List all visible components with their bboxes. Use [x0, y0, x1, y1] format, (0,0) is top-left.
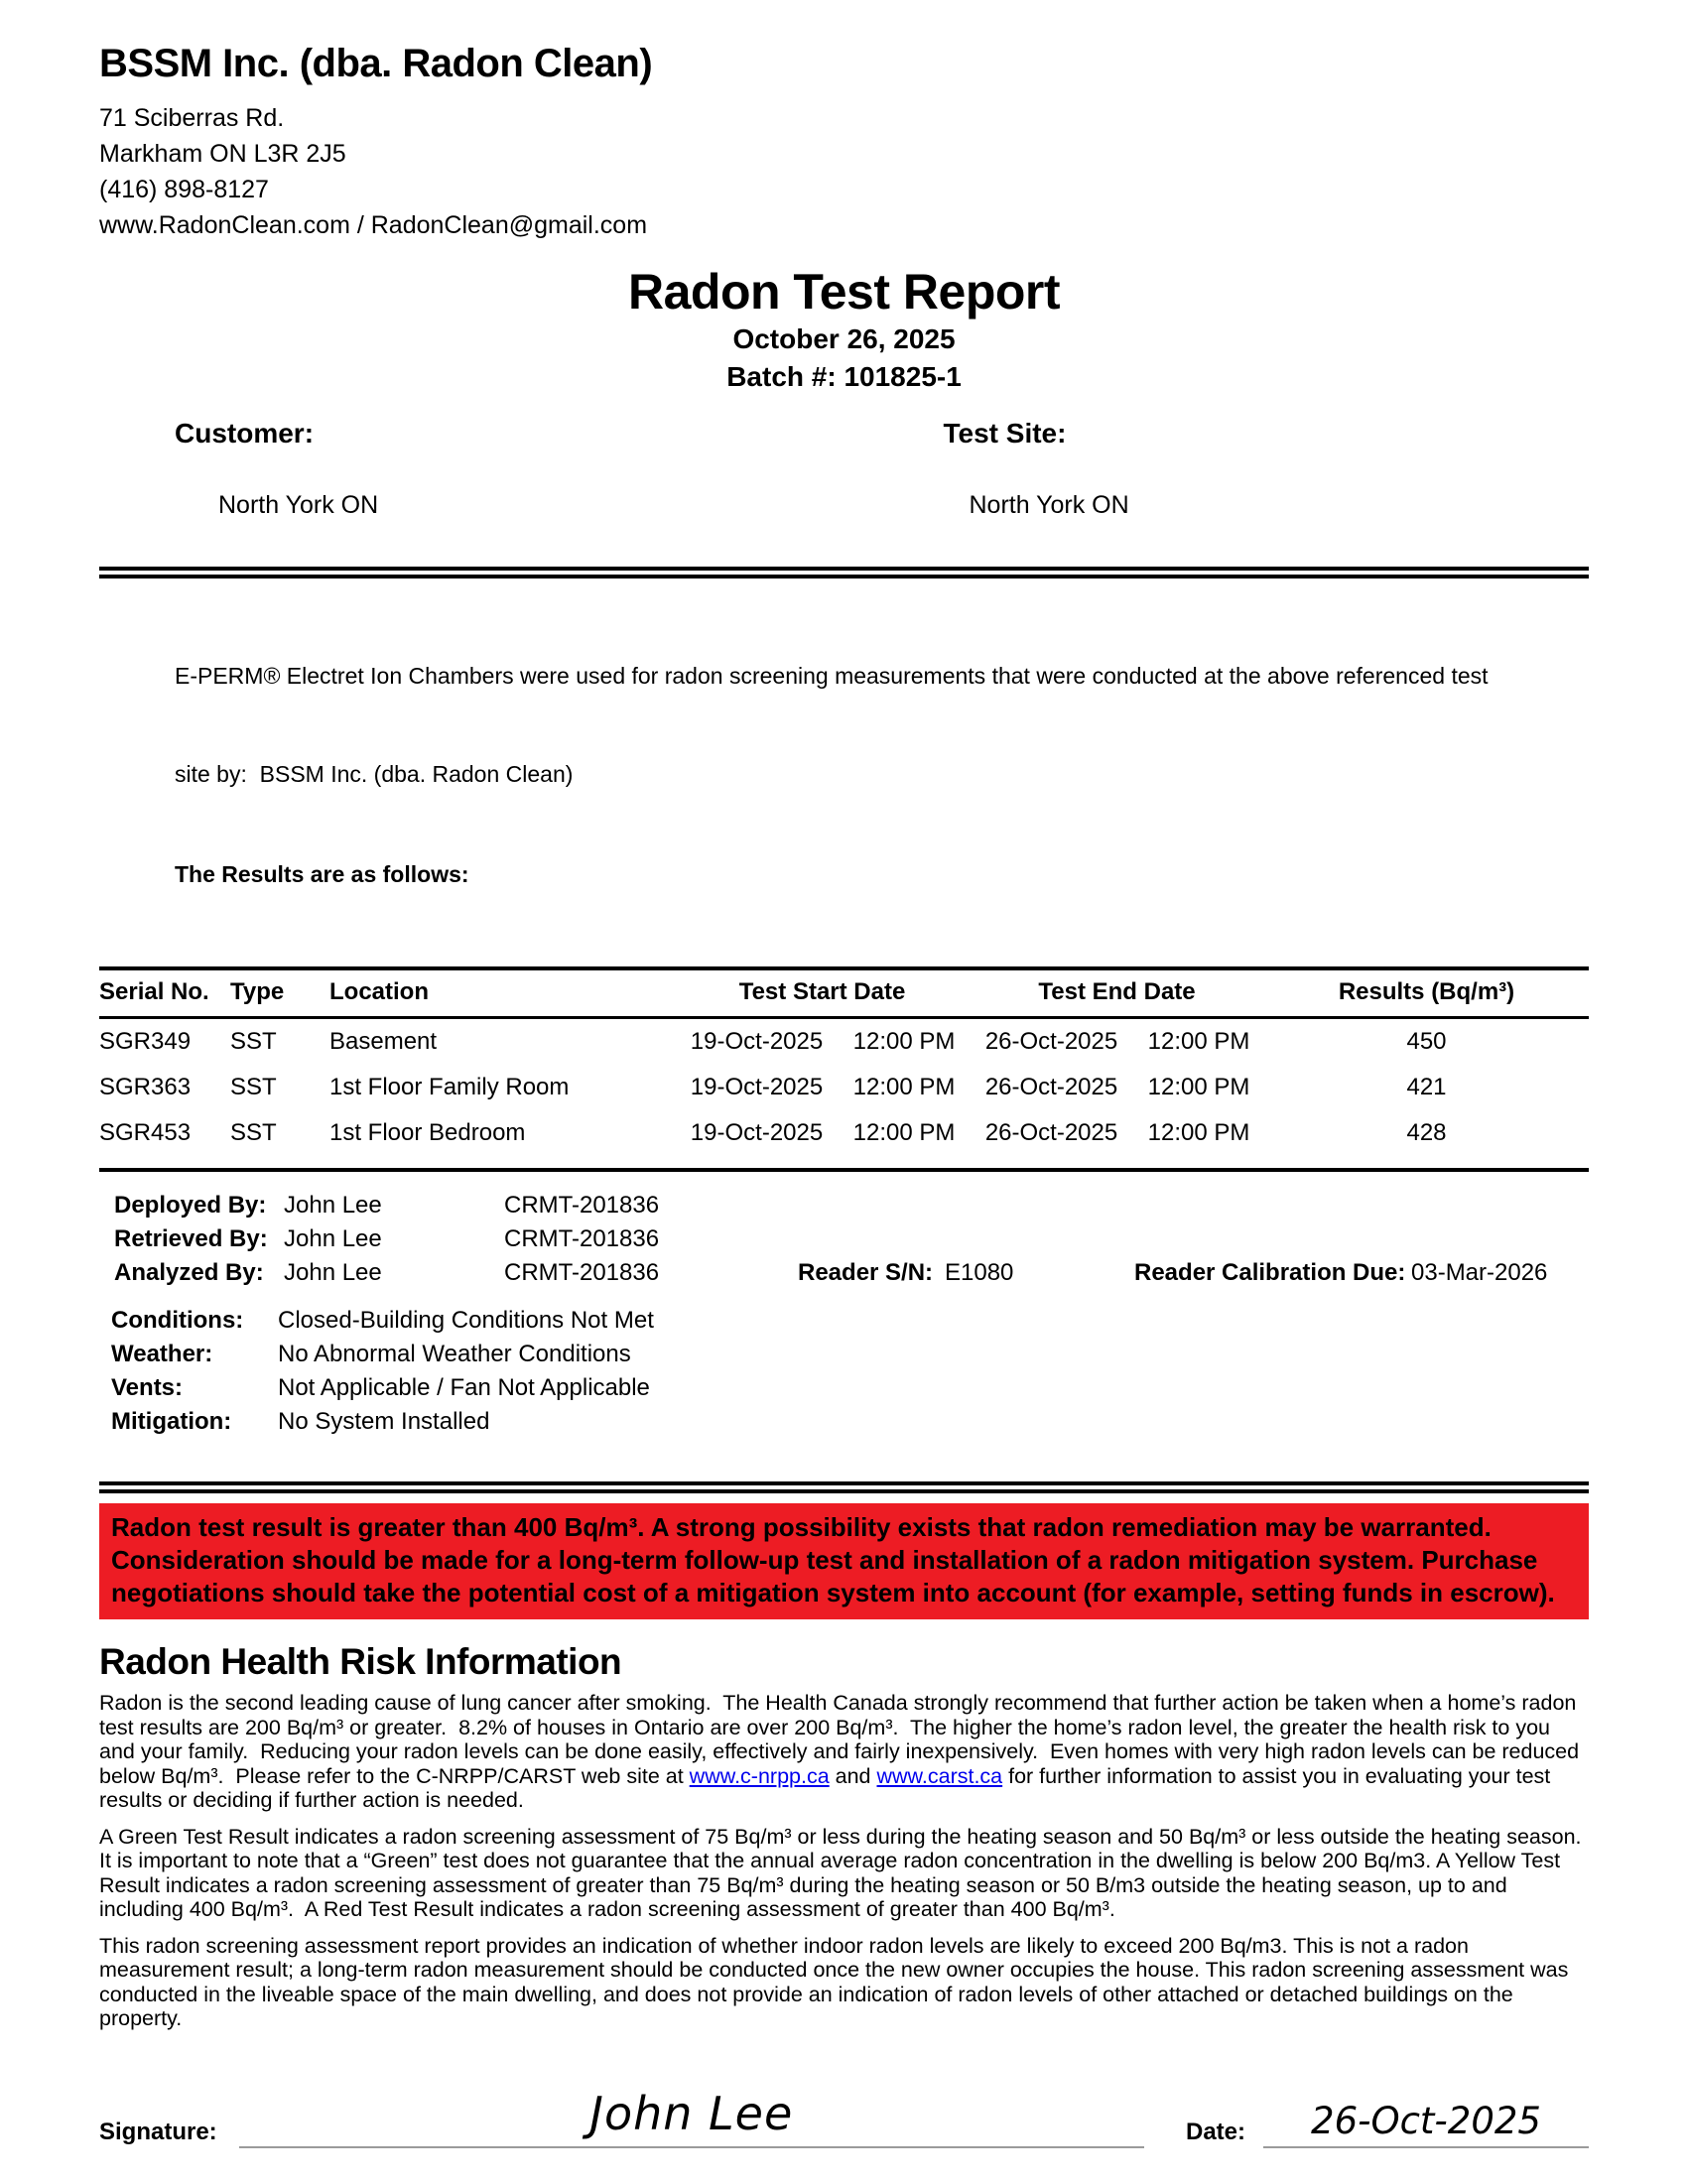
- health-paragraph-3: This radon screening assessment report provides an indication of whether indoor radon levels are likely to exceed 200 Bq/m3. This is not a radon measurement result; a long-term radon measurement should be conducted once the new owner occupies the house. This radon screening assessment was conducted in the liveable space of the main dwelling, and does not provide an indication of radon levels of other attached or detached buildings on the property.: [99, 1933, 1575, 2030]
- cell-location: 1st Floor Family Room: [329, 1074, 570, 1100]
- signature-label: Signature:: [99, 2119, 217, 2145]
- customer-block: [99, 418, 844, 567]
- methodology-line1: E-PERM® Electret Ion Chambers were used for radon screening measurements that were conducted at the above referenced test: [175, 663, 1489, 689]
- header-test-start-date: Test Start Date: [738, 978, 906, 1005]
- cell-end-time: 12:00 PM: [1147, 1119, 1250, 1146]
- personnel-section: [99, 1192, 1589, 1293]
- reader-sn-value: E1080: [945, 1259, 1014, 1286]
- cell-location: 1st Floor Bedroom: [329, 1119, 526, 1146]
- cell-type: SST: [230, 1119, 277, 1146]
- methodology-text: [99, 594, 1589, 957]
- health-paragraph-2: A Green Test Result indicates a radon screening assessment of 75 Bq/m³ or less during the heating season and 50 Bq/m³ or less outside the heating season. It is important to note that a “Green” test does not guarantee that the annual average radon concentration in the dwelling is below 200 Bq/m3. A Yellow Test Result indicates a radon screening assessment of greater than 75 Bq/m³ during the heating season or 50 B/m3 outside the heating season, up to and including 400 Bq/m³. A Red Test Result indicates a radon screening assessment of greater than 400 Bq/m³.: [99, 1824, 1588, 1921]
- header-serial: Serial No.: [99, 978, 209, 1005]
- cell-type: SST: [230, 1028, 277, 1055]
- calibration-due-value: 03-Mar-2026: [1411, 1259, 1548, 1286]
- results-heading: The Results are as follows:: [175, 861, 469, 887]
- divider-double-top: [99, 567, 1589, 578]
- analyzed-by-row: [99, 1259, 1589, 1293]
- cell-result: 428: [1406, 1119, 1447, 1146]
- company-address-line1: 71 Sciberras Rd.: [99, 104, 285, 132]
- vents-label: Vents:: [111, 1374, 184, 1401]
- customer-location: North York ON: [218, 491, 379, 519]
- cell-start-date: 19-Oct-2025: [690, 1119, 824, 1146]
- cell-serial: SGR349: [99, 1028, 192, 1055]
- conditions-row: [99, 1307, 1589, 1341]
- health-risk-heading: Radon Health Risk Information: [99, 1641, 622, 1682]
- company-name: BSSM Inc. (dba. Radon Clean): [99, 42, 653, 85]
- conditions-section: [99, 1307, 1589, 1442]
- table-row: [99, 1065, 1589, 1110]
- deployed-by-row: [99, 1192, 1589, 1225]
- cell-location: Basement: [329, 1028, 438, 1055]
- header-test-end-date: Test End Date: [1038, 978, 1196, 1005]
- report-batch: Batch #: 101825-1: [726, 361, 962, 392]
- mitigation-label: Mitigation:: [111, 1408, 232, 1435]
- signature-name: John Lee: [589, 2087, 794, 2140]
- retrieved-by-name: John Lee: [284, 1225, 382, 1252]
- health-risk-section: [99, 1641, 1589, 2031]
- cell-start-date: 19-Oct-2025: [690, 1074, 824, 1100]
- customer-label: Customer:: [175, 418, 315, 449]
- cell-result: 450: [1406, 1028, 1447, 1055]
- vents-value: Not Applicable / Fan Not Applicable: [278, 1374, 650, 1401]
- conditions-value: Closed-Building Conditions Not Met: [278, 1307, 654, 1334]
- conditions-label: Conditions:: [111, 1307, 244, 1334]
- divider-double-above-warning: [99, 1481, 1589, 1493]
- cell-serial: SGR453: [99, 1119, 192, 1146]
- c-nrpp-link[interactable]: www.c-nrpp.ca: [689, 1763, 830, 1788]
- report-date: October 26, 2025: [732, 323, 956, 354]
- signature-line: [239, 2059, 1144, 2148]
- mitigation-value: No System Installed: [278, 1408, 490, 1435]
- divider-below-table: [99, 1168, 1589, 1172]
- health-paragraph-1: [99, 1691, 1589, 1813]
- cell-end-date: 26-Oct-2025: [984, 1028, 1118, 1055]
- company-header: [99, 42, 1589, 243]
- retrieved-by-label: Retrieved By:: [114, 1225, 268, 1252]
- cell-end-time: 12:00 PM: [1147, 1074, 1250, 1100]
- results-table: [99, 966, 1589, 1156]
- retrieved-by-cert: CRMT-201836: [504, 1225, 660, 1252]
- cell-end-time: 12:00 PM: [1147, 1028, 1250, 1055]
- test-site-block: [844, 418, 1590, 567]
- company-address-line2: Markham ON L3R 2J5: [99, 140, 346, 168]
- cell-result: 421: [1406, 1074, 1447, 1100]
- results-table-header-row: [99, 968, 1589, 1018]
- table-row: [99, 1018, 1589, 1066]
- health-p1-text-mid: and: [829, 1763, 877, 1788]
- carst-link[interactable]: www.carst.ca: [876, 1763, 1003, 1788]
- date-value: 26-Oct-2025: [1311, 2100, 1541, 2142]
- deployed-by-name: John Lee: [284, 1192, 382, 1219]
- calibration-due-label: Reader Calibration Due:: [1134, 1259, 1406, 1286]
- cell-start-time: 12:00 PM: [852, 1028, 956, 1055]
- cell-start-time: 12:00 PM: [852, 1119, 956, 1146]
- parties-section: [99, 418, 1589, 567]
- signature-section: [99, 2059, 1589, 2148]
- cell-serial: SGR363: [99, 1074, 192, 1100]
- cell-end-date: 26-Oct-2025: [984, 1074, 1118, 1100]
- header-results: Results (Bq/m³): [1338, 978, 1515, 1005]
- company-web-email: www.RadonClean.com / RadonClean@gmail.com: [99, 211, 648, 239]
- health-p1-text-after: for further information to assist you in evaluating your test results or deciding if further action is needed.: [99, 1763, 1557, 1812]
- header-type: Type: [230, 978, 285, 1005]
- retrieved-by-row: [99, 1225, 1589, 1259]
- health-p1-text-before: Radon is the second leading cause of lung cancer after smoking. The Health Canada strongly recommend that further action be taken when a home’s radon test results are 200 Bq/m³ or greater. 8.2% of houses in Ontario are over 200 Bq/m³. The higher the home’s radon level, the greater the health risk to you and your family. Reducing your radon levels can be done easily, effectively and fairly inexpensively. Even homes with very high radon levels can be reduced below Bq/m³. Please refer to the C-NRPP/CARST web site at: [99, 1691, 1586, 1788]
- weather-row: [99, 1341, 1589, 1374]
- deployed-by-cert: CRMT-201836: [504, 1192, 660, 1219]
- weather-value: No Abnormal Weather Conditions: [278, 1341, 631, 1367]
- test-site-label: Test Site:: [943, 418, 1067, 449]
- table-row: [99, 1110, 1589, 1156]
- report-title: Radon Test Report: [627, 264, 1061, 320]
- methodology-line2: site by: BSSM Inc. (dba. Radon Clean): [175, 761, 574, 787]
- cell-type: SST: [230, 1074, 277, 1100]
- warning-banner: Radon test result is greater than 400 Bq/m³. A strong possibility exists that radon remediation may be warranted. Consideration should be made for a long-term follow-up test and installation of a radon mitigation system. Purchase negotiations should take the potential cost of a mitigation system into account (for example, setting funds in escrow).: [99, 1503, 1589, 1619]
- cell-start-time: 12:00 PM: [852, 1074, 956, 1100]
- analyzed-by-label: Analyzed By:: [114, 1259, 264, 1286]
- deployed-by-label: Deployed By:: [114, 1192, 267, 1219]
- test-site-location: North York ON: [969, 491, 1129, 519]
- date-label: Date:: [1185, 2119, 1245, 2145]
- analyzed-by-name: John Lee: [284, 1259, 382, 1286]
- date-line: [1263, 2059, 1589, 2148]
- company-phone: (416) 898-8127: [99, 176, 269, 203]
- weather-label: Weather:: [111, 1341, 213, 1367]
- analyzed-by-cert: CRMT-201836: [504, 1259, 660, 1286]
- reader-sn-label: Reader S/N:: [798, 1259, 934, 1286]
- cell-end-date: 26-Oct-2025: [984, 1119, 1118, 1146]
- cell-start-date: 19-Oct-2025: [690, 1028, 824, 1055]
- mitigation-row: [99, 1408, 1589, 1442]
- header-location: Location: [329, 978, 429, 1005]
- vents-row: [99, 1374, 1589, 1408]
